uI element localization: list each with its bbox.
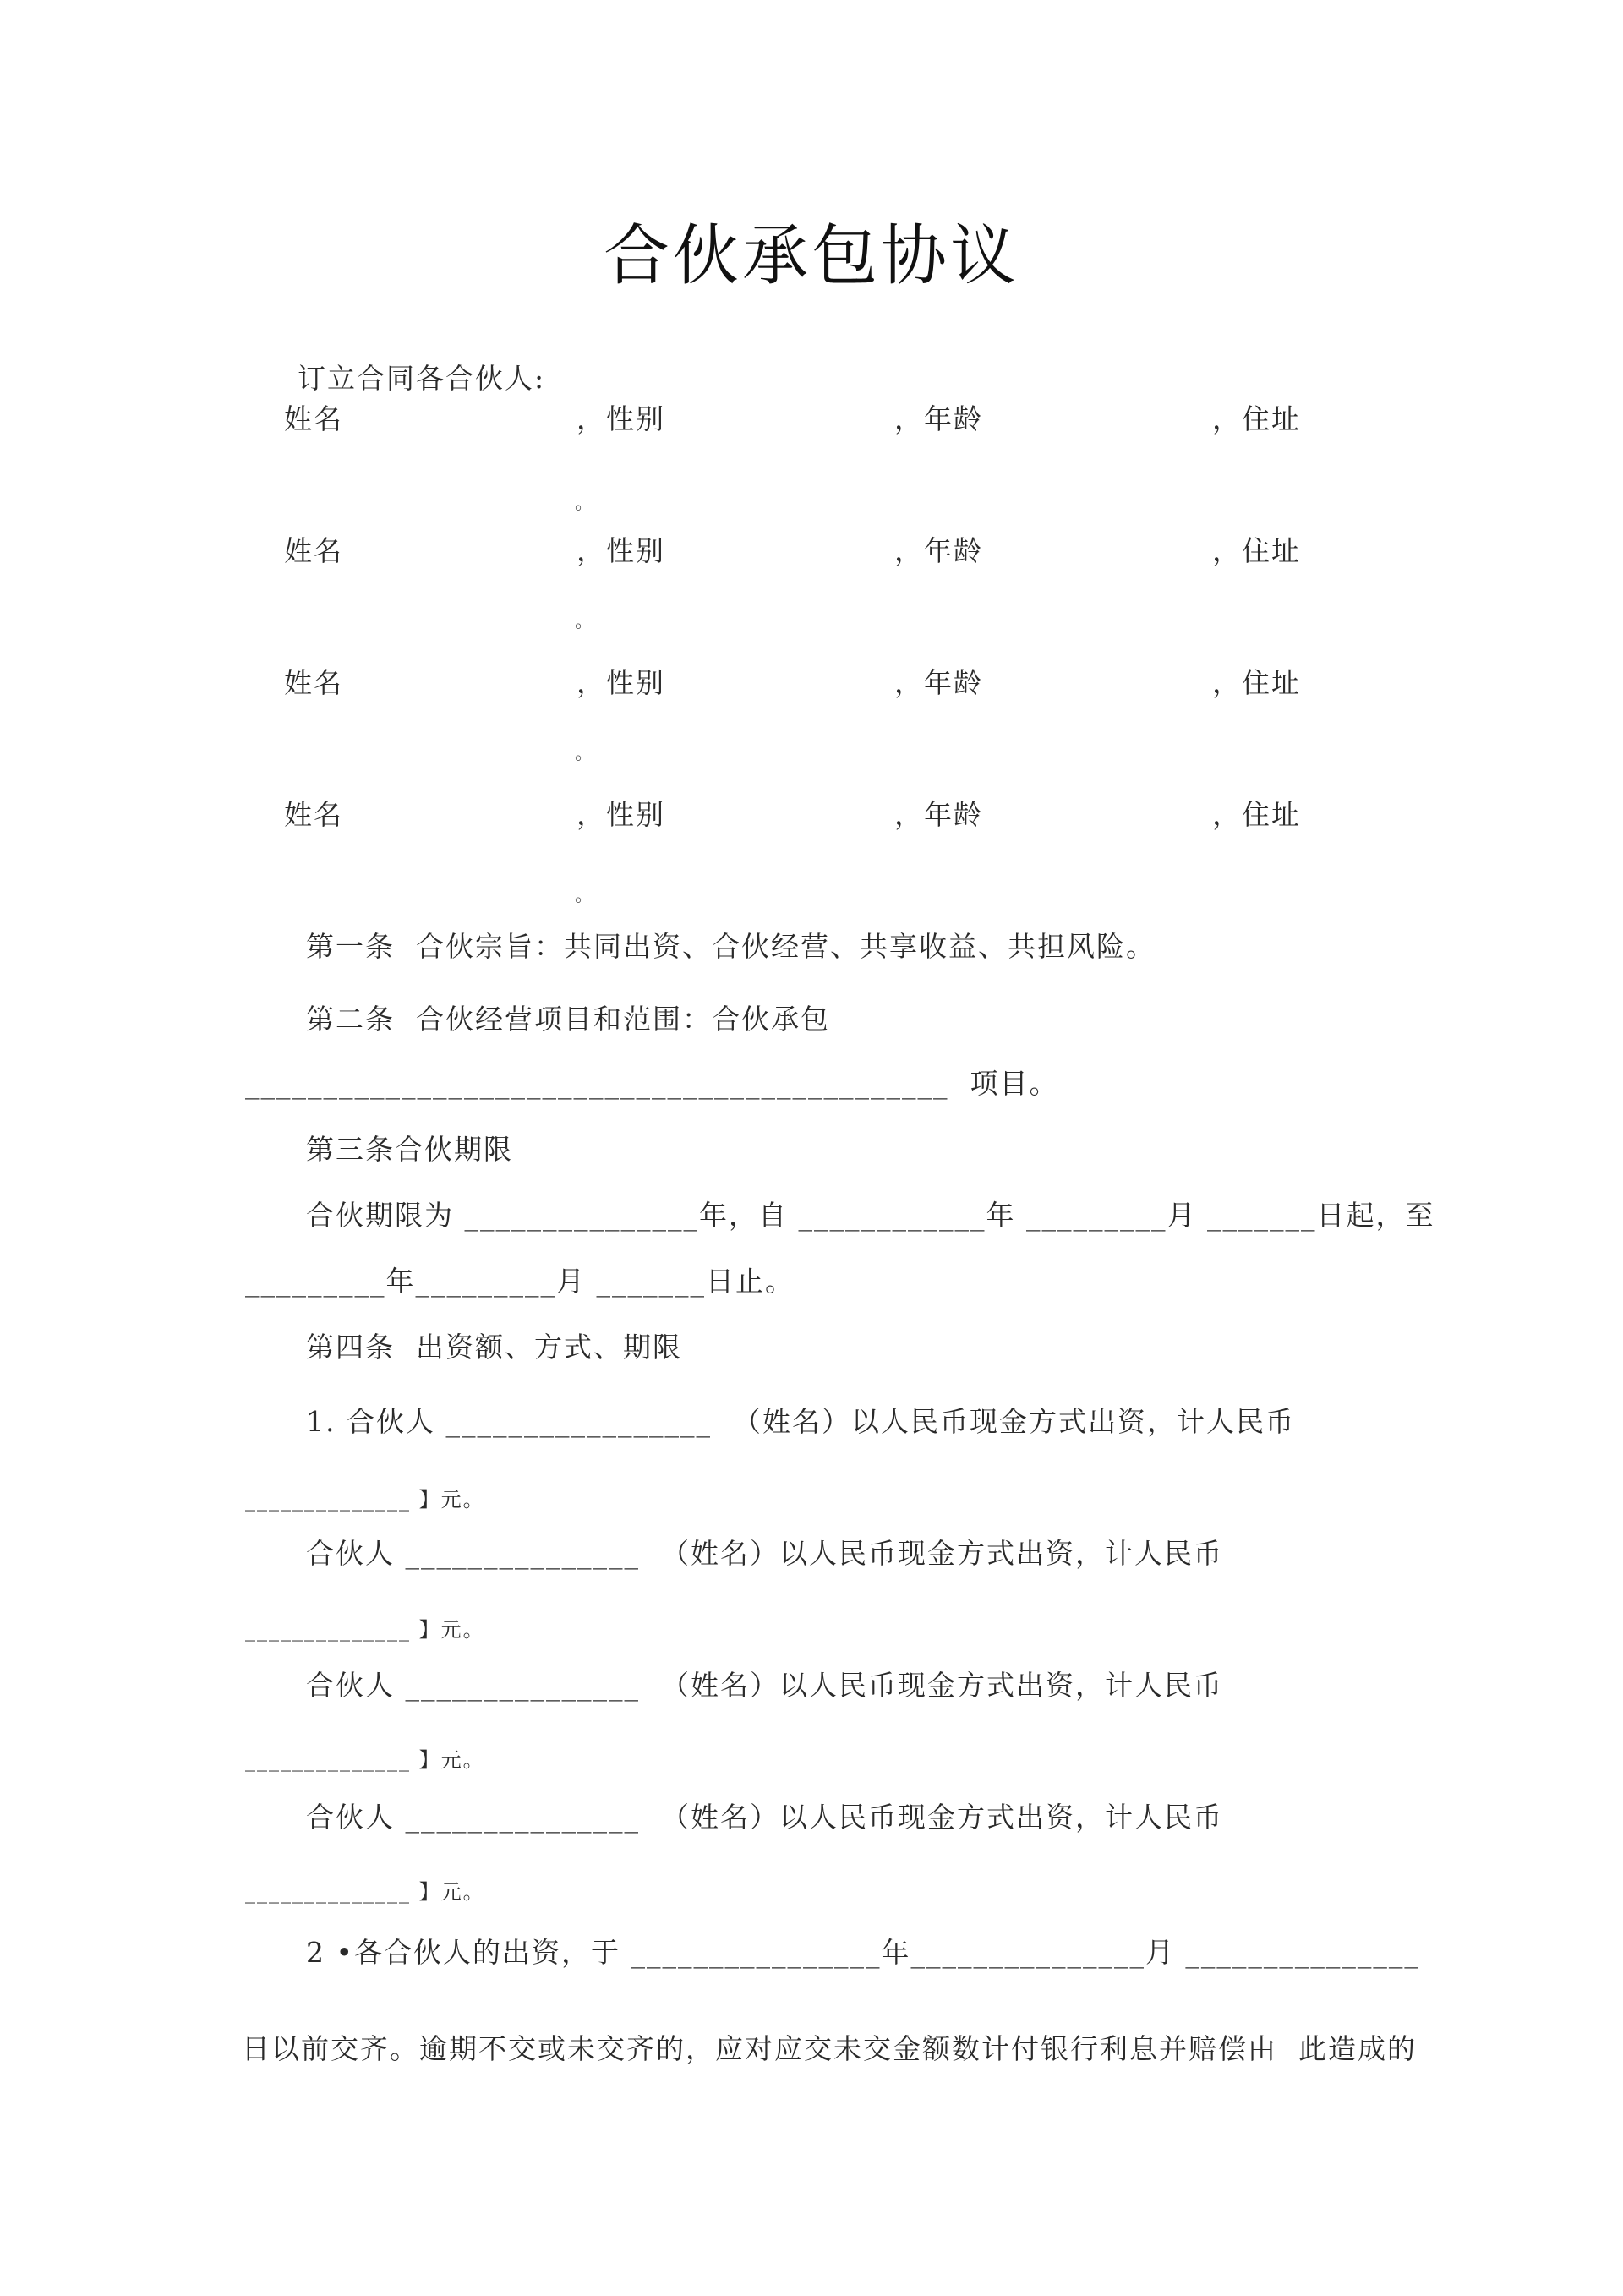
partner-3-gender-label: ，性别: [577, 666, 665, 699]
partner-3-address-label: ，住址: [1212, 666, 1301, 699]
article-3-line-2: _________年_________月 _______日止。: [245, 1265, 795, 1298]
partner-4-gender-label: ，性别: [577, 798, 665, 831]
partner-2-name-label: 姓名: [284, 534, 343, 567]
partner-3-end-mark: 。: [575, 743, 594, 764]
partner-1-gender-label: ，性别: [577, 402, 665, 435]
contribution-4-amount: ______________ 】元。: [245, 1880, 485, 1904]
partner-2-address-label: ，住址: [1212, 534, 1301, 567]
partner-1-address-label: ，住址: [1212, 402, 1301, 435]
partner-1-name-label: 姓名: [284, 402, 343, 435]
partner-4-end-mark: 。: [575, 885, 594, 906]
partner-2-gender-label: ，性别: [577, 534, 665, 567]
article-2: 第二条 合伙经营项目和范围：合伙承包: [306, 1003, 830, 1036]
article-4-title: 第四条 出资额、方式、期限: [306, 1331, 682, 1364]
partner-4-address-label: ，住址: [1212, 798, 1301, 831]
clause-2-line-1: 2 •各合伙人的出资，于 ________________年_______________月 _______________: [306, 1936, 1420, 1969]
contribution-1: 1. 合伙人 _________________ （姓名）以人民币现金方式出资，计人民币: [306, 1405, 1295, 1438]
intro-line: 订立合同各合伙人:: [298, 362, 546, 395]
article-3-title: 第三条合伙期限: [306, 1133, 513, 1166]
contribution-1-amount: ______________ 】元。: [245, 1488, 485, 1512]
partner-3-age-label: ，年龄: [894, 666, 983, 699]
clause-2-line-2: 日以前交齐。逾期不交或未交齐的，应对应交未交金额数计付银行利息并赔偿由 此造成的: [242, 2032, 1417, 2065]
contribution-3-amount: ______________ 】元。: [245, 1748, 485, 1772]
contribution-2: 合伙人 _______________ （姓名）以人民币现金方式出资，计人民币: [306, 1537, 1223, 1570]
partner-4-age-label: ，年龄: [894, 798, 983, 831]
contribution-2-amount: ______________ 】元。: [245, 1618, 485, 1642]
article-3-line-1: 合伙期限为 _______________年，自 ____________年 _________月 _______日起，至: [306, 1199, 1435, 1232]
partner-1-end-mark: 。: [575, 493, 594, 514]
partner-2-age-label: ，年龄: [894, 534, 983, 567]
partner-4-name-label: 姓名: [284, 798, 343, 831]
partner-3-name-label: 姓名: [284, 666, 343, 699]
article-1: 第一条 合伙宗旨：共同出资、合伙经营、共享收益、共担风险。: [306, 930, 1156, 963]
partner-1-age-label: ，年龄: [894, 402, 983, 435]
partner-2-end-mark: 。: [575, 611, 594, 632]
article-2-continuation: _____________________________________________ 项目。: [245, 1067, 1059, 1100]
contribution-4: 合伙人 _______________ （姓名）以人民币现金方式出资，计人民币: [306, 1801, 1223, 1834]
contribution-3: 合伙人 _______________ （姓名）以人民币现金方式出资，计人民币: [306, 1669, 1223, 1702]
document-title: 合伙承包协议: [603, 218, 1019, 294]
